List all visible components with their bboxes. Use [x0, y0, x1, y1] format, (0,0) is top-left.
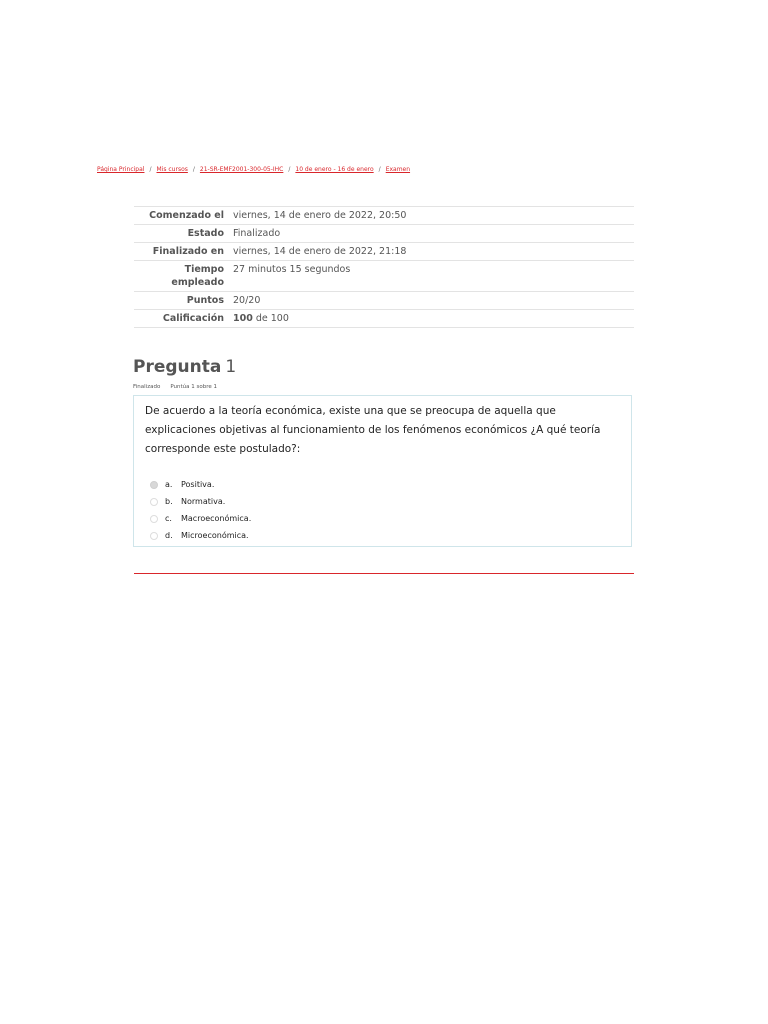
breadcrumb-exam-link[interactable]: Examen [385, 166, 411, 173]
section-divider [134, 573, 634, 574]
question-score: Puntúa 1 sobre 1 [170, 384, 218, 390]
question-text: De acuerdo a la teoría económica, existe una que se preocupa de aquella que explicaciones objetivas al funcionamiento de los fenómenos económicos ¿A qué teoría corresponde este postulado?: [145, 405, 601, 455]
question-status: Finalizado [133, 384, 161, 390]
answer-text: Normativa. [181, 497, 226, 506]
question-meta [133, 384, 217, 390]
answer-option-b[interactable] [150, 493, 251, 510]
radio-button-selected[interactable] [150, 481, 158, 489]
answer-list [150, 476, 251, 544]
grade-label: Calificación [134, 310, 229, 328]
answer-letter: c. [165, 514, 172, 523]
answer-text: Positiva. [181, 480, 215, 489]
question-title-label: Pregunta [133, 357, 222, 377]
question-box [133, 395, 632, 547]
breadcrumb-separator: / [378, 166, 381, 173]
answer-letter: a. [165, 480, 173, 489]
answer-letter: b. [165, 497, 173, 506]
question-number: 1 [225, 357, 237, 377]
answer-option-c[interactable] [150, 510, 251, 527]
answer-letter: d. [165, 531, 173, 540]
summary-row-points [134, 292, 634, 310]
state-label: Estado [134, 225, 229, 243]
time-label [134, 261, 229, 292]
time-value: 27 minutos 15 segundos [229, 261, 634, 292]
breadcrumb-separator: / [192, 166, 195, 173]
summary-row-started [134, 207, 634, 225]
points-value: 20/20 [229, 292, 634, 310]
breadcrumb-home-link[interactable]: Página Principal [97, 166, 145, 173]
finished-label: Finalizado en [134, 243, 229, 261]
answer-option-a[interactable] [150, 476, 251, 493]
summary-row-finished [134, 243, 634, 261]
breadcrumb-course-link[interactable]: 21-SR-EMF2001-300-05-IHC [199, 166, 284, 173]
summary-row-state [134, 225, 634, 243]
summary-row-grade [134, 310, 634, 328]
started-value: viernes, 14 de enero de 2022, 20:50 [229, 207, 634, 225]
radio-button[interactable] [150, 515, 158, 523]
breadcrumb [97, 166, 410, 173]
answer-text: Macroeconómica. [181, 514, 252, 523]
attempt-summary-table [134, 206, 634, 328]
time-label-line1: Tiempo [184, 264, 224, 275]
answer-text: Microeconómica. [181, 531, 249, 540]
radio-button[interactable] [150, 498, 158, 506]
answer-option-d[interactable] [150, 527, 251, 544]
question-title [133, 357, 236, 377]
breadcrumb-week-link[interactable]: 10 de enero - 16 de enero [295, 166, 374, 173]
grade-max: de 100 [252, 313, 289, 324]
started-label: Comenzado el [134, 207, 229, 225]
breadcrumb-my-courses-link[interactable]: Mis cursos [156, 166, 188, 173]
grade-value [229, 310, 634, 328]
grade-score: 100 [233, 313, 253, 324]
breadcrumb-separator: / [149, 166, 152, 173]
finished-value: viernes, 14 de enero de 2022, 21:18 [229, 243, 634, 261]
state-value: Finalizado [229, 225, 634, 243]
summary-row-time [134, 261, 634, 292]
radio-button[interactable] [150, 532, 158, 540]
time-label-line2: empleado [171, 277, 224, 288]
points-label: Puntos [134, 292, 229, 310]
breadcrumb-separator: / [288, 166, 291, 173]
